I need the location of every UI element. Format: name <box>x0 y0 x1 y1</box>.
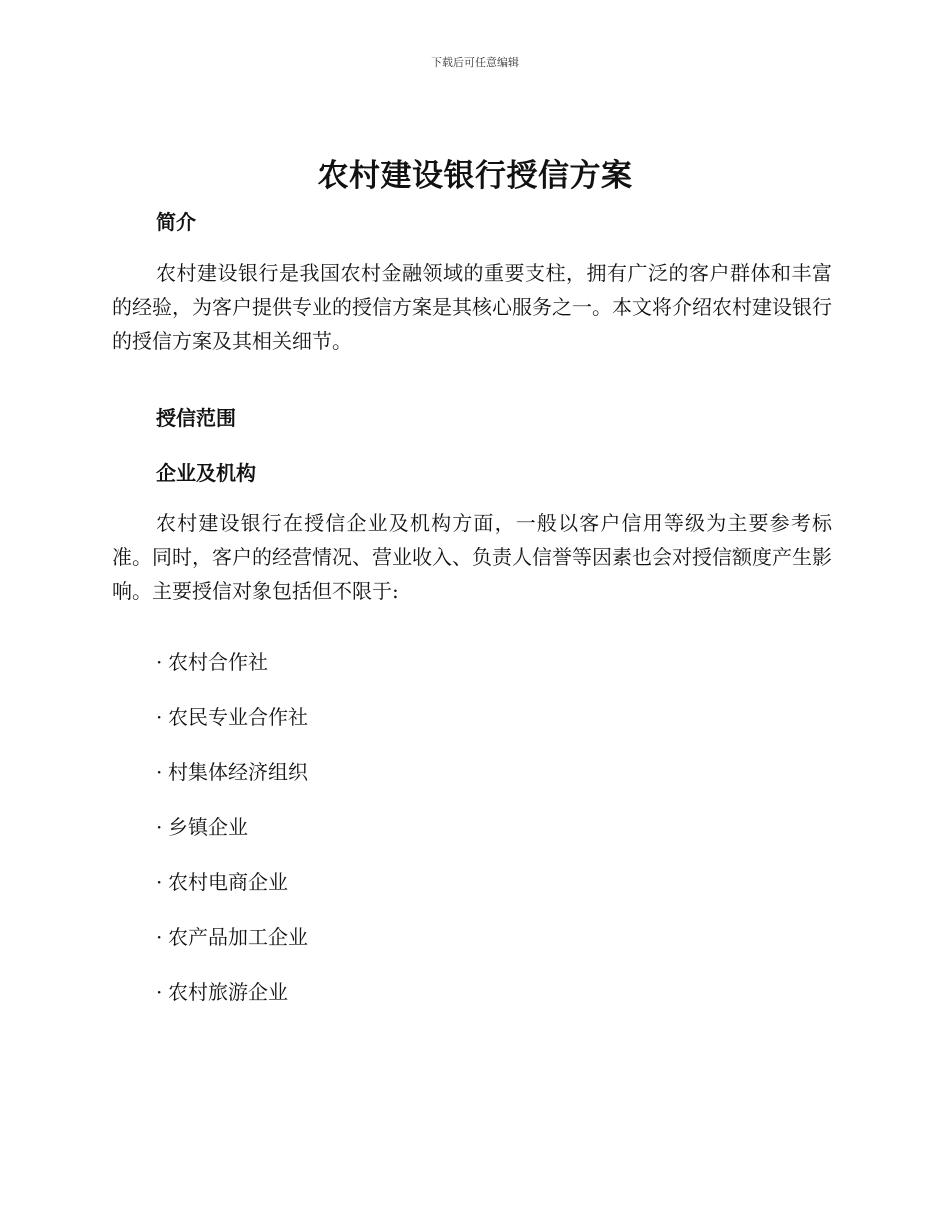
list-item-text: 农民专业合作社 <box>168 705 308 729</box>
paragraph-intro: 农村建设银行是我国农村金融领域的重要支柱，拥有广泛的客户群体和丰富的经验，为客户提供专业的授信方案是其核心服务之一。本文将介绍农村建设银行的授信方案及其相关细节。 <box>112 261 832 353</box>
list-item <box>156 810 308 865</box>
credit-target-list <box>156 645 308 1030</box>
list-item <box>156 975 308 1030</box>
list-item-text: 村集体经济组织 <box>168 760 308 784</box>
section-heading-enterprise: 企业及机构 <box>156 461 256 485</box>
list-item-text: 农产品加工企业 <box>168 925 308 949</box>
list-item-text: 农村旅游企业 <box>168 980 288 1004</box>
header-note: 下载后可任意编辑 <box>431 56 519 69</box>
bullet-icon: · <box>156 815 163 839</box>
bullet-icon: · <box>156 760 163 784</box>
list-item-text: 农村合作社 <box>168 650 268 674</box>
list-item <box>156 700 308 755</box>
bullet-icon: · <box>156 650 163 674</box>
list-item <box>156 645 308 700</box>
paragraph-enterprise: 农村建设银行在授信企业及机构方面，一般以客户信用等级为主要参考标准。同时，客户的经营情况、营业收入、负责人信誉等因素也会对授信额度产生影响。主要授信对象包括但不限于: <box>112 511 832 603</box>
list-item <box>156 920 308 975</box>
bullet-icon: · <box>156 980 163 1004</box>
list-item <box>156 865 308 920</box>
bullet-icon: · <box>156 705 163 729</box>
bullet-icon: · <box>156 870 163 894</box>
bullet-icon: · <box>156 925 163 949</box>
list-item-text: 农村电商企业 <box>168 870 288 894</box>
document-title: 农村建设银行授信方案 <box>317 158 633 194</box>
list-item <box>156 755 308 810</box>
list-item-text: 乡镇企业 <box>168 815 248 839</box>
section-heading-intro: 简介 <box>156 210 196 234</box>
section-heading-scope: 授信范围 <box>156 406 236 430</box>
